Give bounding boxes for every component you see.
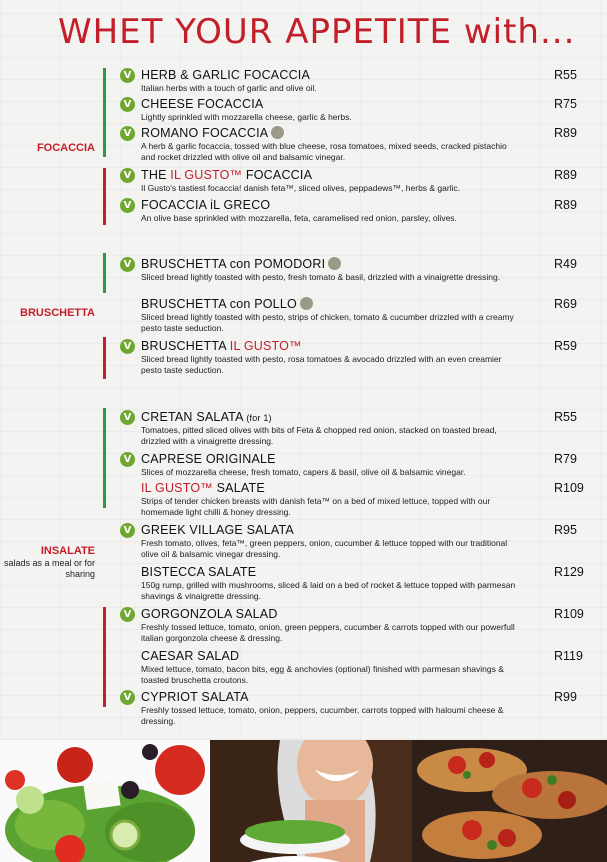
item-description: Freshly tossed lettuce, tomato, onion, peppers, cucumber, carrots topped with haloumi cheese & dressing. <box>141 705 504 726</box>
item-description: Strips of tender chicken breasts with danish feta™ on a bed of mixed lettuce, topped with our homemade light chilli & honey dressing. <box>141 496 491 517</box>
item-price: R99 <box>554 690 577 704</box>
item-description: Slices of mozzarella cheese, fresh tomato, capers & basil, olive oil & balsamic vinegar. <box>141 467 466 477</box>
italian-flag-green-bar <box>103 408 106 508</box>
italian-flag-red-bar <box>103 168 106 225</box>
item-name: THE IL GUSTO™ FOCACCIA <box>141 168 313 182</box>
gourmet-icon <box>328 257 341 270</box>
item-description: 150g rump, grilled with mushrooms, sliced & laid on a bed of rocket & lettuce topped with parmesan shavings & vinaigrette dressing. <box>141 580 516 601</box>
vegetarian-icon: V <box>120 198 135 213</box>
item-name: BISTECCA SALATE <box>141 565 257 579</box>
vegetarian-icon: V <box>120 257 135 272</box>
item-description: Sliced bread lightly toasted with pesto, strips of chicken, tomato & cucumber drizzled with a creamy pesto taste seduction. <box>141 312 514 333</box>
vegetarian-icon: V <box>120 452 135 467</box>
gourmet-icon <box>300 297 313 310</box>
item-price: R89 <box>554 126 577 140</box>
section-label-insalate: INSALATE <box>40 545 95 557</box>
woman-eating-salad-photo <box>210 740 412 862</box>
item-name: CAPRESE ORIGINALE <box>141 452 276 466</box>
item-description: Tomatoes, pitted sliced olives with bits of Feta & chopped red onion, stacked on toasted bread, drizzled with a vinaigrette dressing. <box>141 425 497 446</box>
page-title: WHET YOUR APPETITE with... <box>58 12 576 52</box>
item-price: R59 <box>554 339 577 353</box>
item-name: BRUSCHETTA IL GUSTO™ <box>141 339 302 353</box>
item-price: R75 <box>554 97 577 111</box>
item-name: IL GUSTO™ SALATE <box>141 481 265 495</box>
italian-flag-green-bar <box>103 68 106 157</box>
vegetarian-icon: V <box>120 126 135 141</box>
item-name: GREEK VILLAGE SALATA <box>141 523 294 537</box>
item-name: FOCACCIA iL GRECO <box>141 198 271 212</box>
vegetarian-icon: V <box>120 523 135 538</box>
item-name: BRUSCHETTA con POLLO <box>141 297 313 311</box>
item-price: R55 <box>554 68 577 82</box>
item-price: R119 <box>554 649 583 663</box>
item-price: R49 <box>554 257 577 271</box>
item-price: R55 <box>554 410 577 424</box>
bruschetta-photo <box>412 740 607 862</box>
italian-flag-green-bar <box>103 253 106 293</box>
item-price: R89 <box>554 198 577 212</box>
section-label-bruschetta: BRUSCHETTA <box>20 307 95 319</box>
vegetarian-icon: V <box>120 410 135 425</box>
item-description: Il Gusto's tastiest focaccia! danish feta™, sliced olives, peppadews™, herbs & garlic. <box>141 183 461 193</box>
item-description: Mixed lettuce, tomato, bacon bits, egg & anchovies (optional) finished with parmesan shavings & toasted bruschetta croutons. <box>141 664 504 685</box>
item-name: CRETAN SALATA (for 1) <box>141 410 272 424</box>
vegetarian-icon: V <box>120 97 135 112</box>
item-name: BRUSCHETTA con POMODORI <box>141 257 341 271</box>
vegetarian-icon: V <box>120 68 135 83</box>
item-description: A herb & garlic focaccia, tossed with blue cheese, rosa tomatoes, mixed seeds, cracked pistachio and rocket drizzled with olive oil and balsamic vinegar. <box>141 141 507 162</box>
item-description: An olive base sprinkled with mozzarella, feta, caramelised red onion, parsley, olives. <box>141 213 457 223</box>
item-name: CYPRIOT SALATA <box>141 690 249 704</box>
italian-flag-red-bar <box>103 337 106 379</box>
item-name: CHEESE FOCACCIA <box>141 97 264 111</box>
italian-flag-red-bar <box>103 607 106 707</box>
section-label-focaccia: FOCACCIA <box>36 142 95 154</box>
item-price: R109 <box>554 607 584 621</box>
item-description: Lightly sprinkled with mozzarella cheese, garlic & herbs. <box>141 112 352 122</box>
item-description: Italian herbs with a touch of garlic and olive oil. <box>141 83 317 93</box>
item-price: R79 <box>554 452 577 466</box>
section-subtitle: salads as a meal or for sharing <box>3 558 95 579</box>
item-price: R69 <box>554 297 577 311</box>
item-price: R89 <box>554 168 577 182</box>
item-description: Sliced bread lightly toasted with pesto, fresh tomato & basil, drizzled with a vinaigrette dressing. <box>141 272 501 282</box>
item-description: Fresh tomato, olives, feta™, green peppers, onion, cucumber & lettuce topped with our traditional olive oil & balsamic vinegar dressing. <box>141 538 508 559</box>
vegetarian-icon: V <box>120 690 135 705</box>
vegetarian-icon: V <box>120 607 135 622</box>
vegetarian-icon: V <box>120 339 135 354</box>
vegetarian-icon: V <box>120 168 135 183</box>
item-description: Freshly tossed lettuce, tomato, onion, green peppers, cucumber & carrots topped with our powerfull italian gorgonzola cheese & dressing. <box>141 622 515 643</box>
item-price: R129 <box>554 565 584 579</box>
item-name: GORGONZOLA SALAD <box>141 607 278 621</box>
food-photo-strip <box>0 740 607 862</box>
item-price: R109 <box>554 481 584 495</box>
gourmet-icon <box>271 126 284 139</box>
item-name: ROMANO FOCACCIA <box>141 126 284 140</box>
item-name: CAESAR SALAD <box>141 649 240 663</box>
item-name: HERB & GARLIC FOCACCIA <box>141 68 311 82</box>
greek-salad-photo <box>0 740 210 862</box>
item-description: Sliced bread lightly toasted with pesto, rosa tomatoes & avocado drizzled with an even creamier pesto taste seduction. <box>141 354 502 375</box>
item-price: R95 <box>554 523 577 537</box>
